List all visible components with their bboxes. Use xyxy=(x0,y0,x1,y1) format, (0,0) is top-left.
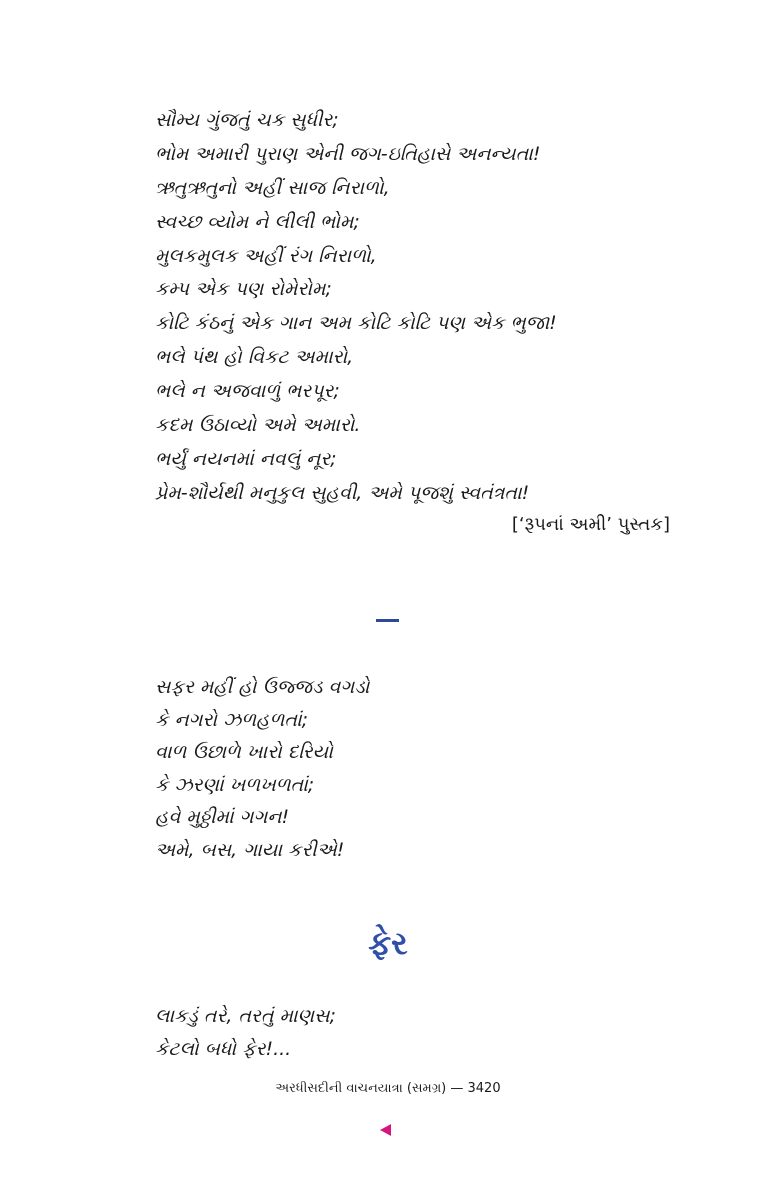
poem-line: વાળ ઉછાળે ખારો દરિયો xyxy=(155,741,333,764)
poem-line: કોટિ કંઠનું એક ગાન અમ કોટિ કોટિ પણ એક ભુજા! xyxy=(155,312,557,335)
poem-line: ભલે ન અજવાળું ભરપૂર; xyxy=(155,380,340,403)
poem-line: કેટલો બધો ફેર!... xyxy=(155,1038,292,1060)
page-footer: અરધીસદીની વાચનયાત્રા (સમગ્ર) — 3420 xyxy=(275,1081,501,1096)
poem-line: મુલકમુલક અહીં રંગ નિરાળો, xyxy=(155,244,377,267)
poem-line: ભલે પંથ હો વિકટ અમારો, xyxy=(155,346,354,369)
poem-line: હવે મુઠ્ઠીમાં ગગન! xyxy=(155,806,290,829)
poem-line: અમે, બસ, ગાયા કરીએ! xyxy=(155,838,345,861)
poem-line: કદમ ઉઠાવ્યો અમે અમારો. xyxy=(155,414,361,437)
poem-stanza-1 xyxy=(155,104,557,511)
poem-line: લાકડું તરે, તરતું માણસ; xyxy=(155,1005,336,1027)
triangle-left-icon[interactable] xyxy=(380,1124,391,1136)
poem-line: કમ્પ એક પણ રોમેરોમ; xyxy=(155,278,332,301)
poem-stanza-3 xyxy=(155,1000,336,1066)
poem-line: કે ઝરણાં ખળખળતાં; xyxy=(155,773,315,796)
poem-line: કે નગરો ઝળહળતાં; xyxy=(155,708,309,731)
source-citation: [‘રૂપનાં અમી’ પુસ્તક] xyxy=(511,514,670,535)
poem-line: સૌમ્ય ગુંજતું ચક સુધીર; xyxy=(155,109,339,131)
poem-line: સ્વચ્છ વ્યોમ ને લીલી ભોમ; xyxy=(155,210,360,233)
poem-line: ઋતુઋતુનો અહીં સાજ નિરાળો, xyxy=(155,176,390,199)
section-divider xyxy=(376,619,399,622)
poem-line: ભોમ અમારી પુરાણ એની જગ-ઇતિહાસે અનન્યતા! xyxy=(155,142,541,165)
poem-line: ભર્યું નયનમાં નવલું નૂર; xyxy=(155,447,337,470)
poem-line: સફર મહીં હો ઉજ્જડ વગડો xyxy=(155,676,370,698)
poem-stanza-2 xyxy=(155,671,369,867)
poem-title: ફેર xyxy=(368,924,408,962)
poem-line: પ્રેમ-શૌર્યથી મનુકુલ સુહવી, અમે પૂજશું સ્વતંત્રતા! xyxy=(155,481,530,504)
